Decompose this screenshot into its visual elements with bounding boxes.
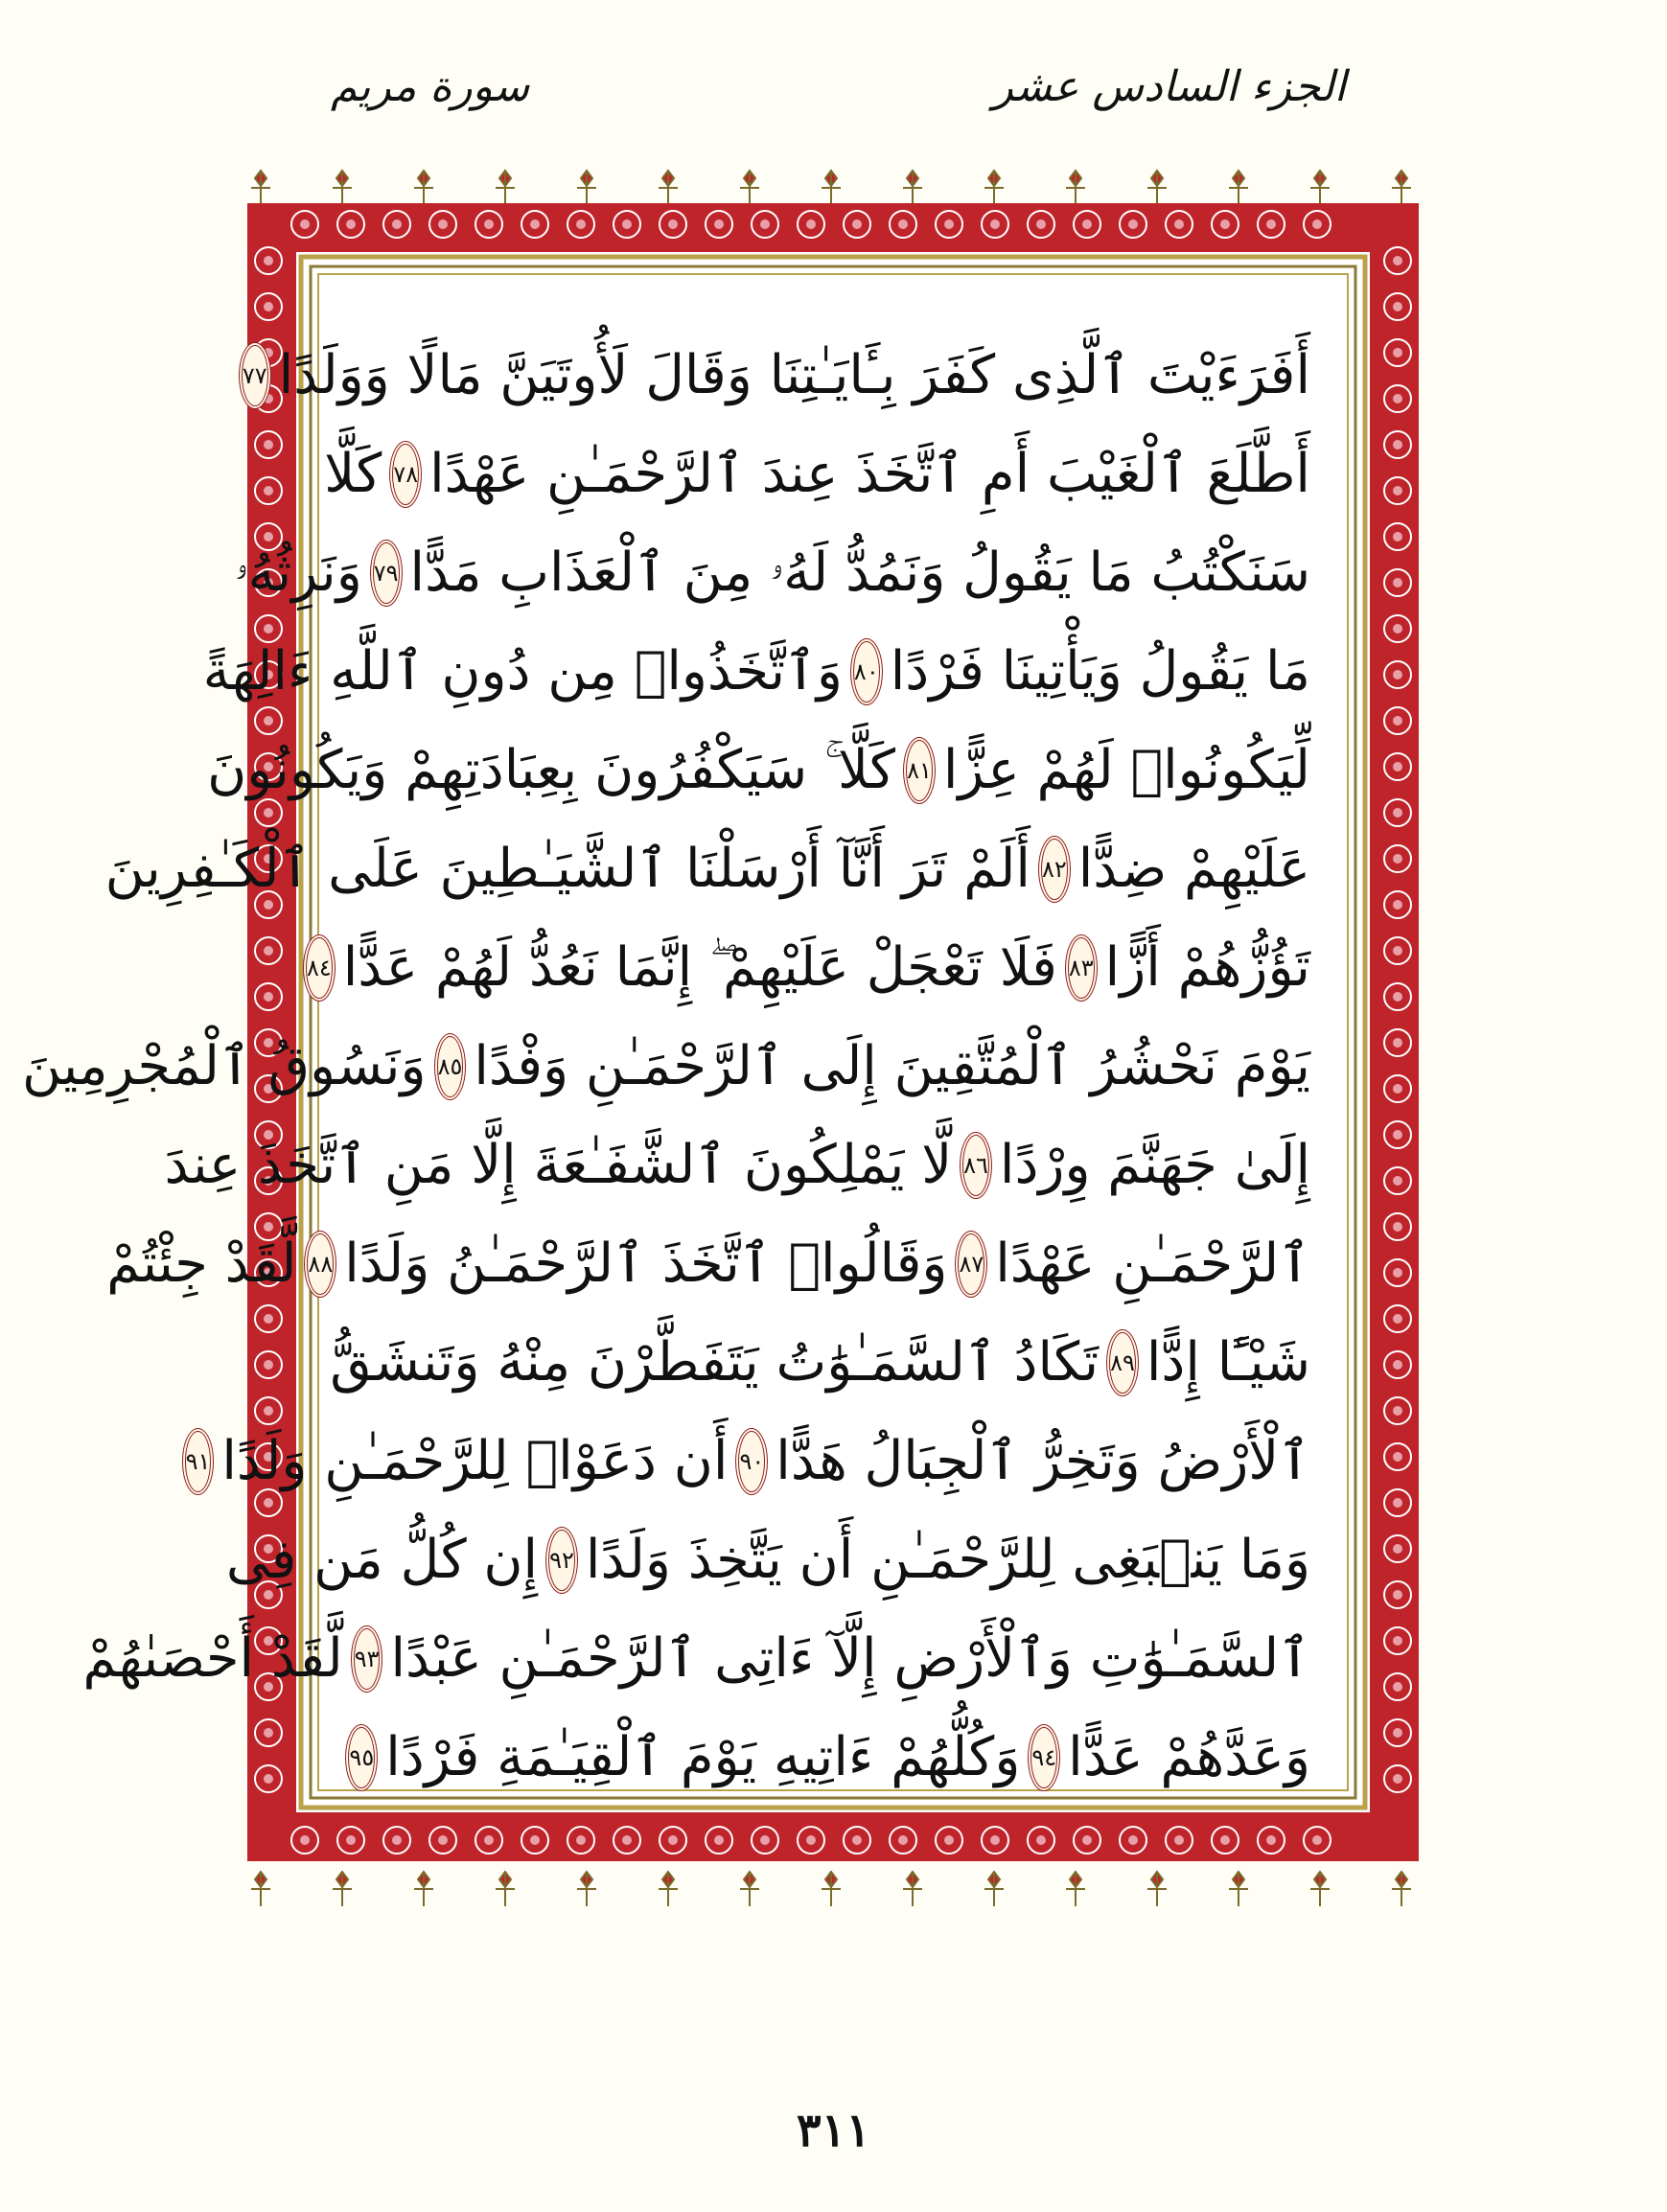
text-line	[104, 819, 1310, 918]
text-line	[234, 523, 1310, 622]
ayah-number-marker: ٩٣	[351, 1625, 383, 1693]
ayah-text: وَنَرِثُهُۥ	[234, 541, 362, 604]
ayah-number-marker: ٨٨	[304, 1231, 336, 1298]
page-header	[0, 53, 1667, 139]
ayah-text: لِّيَكُونُوا۟ لَهُمْ عِزًّا	[942, 739, 1310, 801]
text-line	[306, 918, 1310, 1017]
ayah-text: سَنَكْتُبُ مَا يَقُولُ وَنَمُدُّ لَهُۥ مِنَ ٱلْعَذَابِ مَدًّا	[409, 541, 1310, 604]
ayah-text: كَلَّا ۚ سَيَكْفُرُونَ بِعِبَادَتِهِمْ وَيَكُونُونَ	[207, 738, 896, 801]
text-line	[330, 1313, 1310, 1412]
ayah-text: وَمَا يَنۢبَغِى لِلرَّحْمَـٰنِ أَن يَتَّخِذَ وَلَدًا	[585, 1529, 1310, 1591]
ayah-text: ٱلرَّحْمَـٰنِ عَهْدًا	[995, 1233, 1310, 1295]
ayah-text: مَا يَقُولُ وَيَأْتِينَا فَرْدًا	[890, 640, 1310, 703]
ayah-text: وَنَسُوقُ ٱلْمُجْرِمِينَ	[21, 1035, 427, 1097]
ayah-number-marker: ٩٠	[735, 1428, 768, 1495]
ayah-text: تَكَادُ ٱلسَّمَـٰوَٰتُ يَتَفَطَّرْنَ مِنْهُ وَتَنشَقُّ	[330, 1331, 1100, 1394]
ayah-number-marker: ٨٥	[434, 1033, 467, 1100]
ayah-number-marker: ٨٣	[1065, 934, 1098, 1002]
ayah-number-marker: ٩٤	[1028, 1724, 1060, 1791]
ayah-text: ٱلسَّمَـٰوَٰتِ وَٱلْأَرْضِ إِلَّآ ءَاتِى ٱلرَّحْمَـٰنِ عَبْدًا	[390, 1627, 1310, 1690]
surah-title: سورة مريم	[331, 62, 530, 111]
ayah-number-marker: ٩١	[182, 1428, 215, 1495]
ayah-text: إِلَىٰ جَهَنَّمَ وِرْدًا	[999, 1134, 1310, 1196]
ayah-text: لَّقَدْ أَحْصَىٰهُمْ	[82, 1627, 343, 1690]
ayah-number-marker: ٨٩	[1106, 1329, 1139, 1396]
ayah-number-marker: ٧٩	[370, 540, 403, 607]
ayah-text: كَلَّا	[324, 443, 382, 505]
quran-text-block	[21, 326, 1310, 1807]
ayah-number-marker: ٨٢	[1038, 836, 1071, 903]
page-number: ٣١١	[796, 2104, 871, 2157]
ayah-number-marker: ٧٨	[389, 441, 422, 508]
ayah-text: أَلَمْ تَرَ أَنَّآ أَرْسَلْنَا ٱلشَّيَـٰطِينَ عَلَى ٱلْكَـٰفِرِينَ	[104, 838, 1030, 900]
ayah-text: إِن كُلُّ مَن فِى	[225, 1529, 539, 1591]
ayah-text: وَعَدَّهُمْ عَدًّا	[1068, 1726, 1310, 1788]
text-line	[225, 1510, 1310, 1609]
ayah-text: أَطَّلَعَ ٱلْغَيْبَ أَمِ ٱتَّخَذَ عِندَ ٱلرَّحْمَـٰنِ عَهْدًا	[429, 443, 1310, 505]
text-line	[242, 326, 1310, 425]
text-line	[164, 1116, 1310, 1214]
text-line	[349, 1708, 1310, 1807]
ayah-text: فَلَا تَعْجَلْ عَلَيْهِمْ ۖ إِنَّمَا نَعُدُّ لَهُمْ عَدًّا	[342, 935, 1057, 999]
juz-title: الجزء السادس عشر	[992, 62, 1346, 111]
text-line	[106, 1214, 1310, 1313]
text-line	[21, 1017, 1310, 1116]
top-finials	[242, 163, 1425, 209]
text-line	[82, 1609, 1310, 1708]
ayah-number-marker: ٩٥	[345, 1724, 378, 1791]
ayah-number-marker: ٧٧	[239, 342, 271, 409]
ayah-text: وَكُلُّهُمْ ءَاتِيهِ يَوْمَ ٱلْقِيَـٰمَةِ فَرْدًا	[385, 1726, 1021, 1788]
text-line	[202, 622, 1310, 721]
ayah-text: شَيْـًٔا إِدًّا	[1146, 1331, 1310, 1394]
ayah-text: وَقَالُوا۟ ٱتَّخَذَ ٱلرَّحْمَـٰنُ وَلَدًا	[344, 1233, 948, 1295]
ayah-text: لَّقَدْ جِئْتُمْ	[106, 1233, 297, 1295]
ayah-number-marker: ٨٤	[303, 934, 336, 1002]
ayah-text: أَن دَعَوْا۟ لِلرَّحْمَـٰنِ وَلَدًا	[221, 1430, 729, 1492]
ayah-text: تَؤُزُّهُمْ أَزًّا	[1104, 936, 1310, 999]
ayah-number-marker: ٨٠	[850, 638, 883, 705]
bottom-finials	[242, 1864, 1425, 1910]
text-line	[185, 1412, 1310, 1510]
ayah-number-marker: ٨٧	[955, 1231, 987, 1298]
ayah-number-marker: ٩٢	[545, 1527, 578, 1594]
ayah-text: أَفَرَءَيْتَ ٱلَّذِى كَفَرَ بِـَٔايَـٰتِنَا وَقَالَ لَأُوتَيَنَّ مَالًا وَوَلَدًا	[278, 344, 1310, 406]
ayah-text: ٱلْأَرْضُ وَتَخِرُّ ٱلْجِبَالُ هَدًّا	[776, 1430, 1310, 1492]
ayah-text: عَلَيْهِمْ ضِدًّا	[1077, 838, 1310, 900]
text-line	[324, 425, 1310, 523]
ayah-text: وَٱتَّخَذُوا۟ مِن دُونِ ٱللَّهِ ءَالِهَةً	[202, 640, 843, 703]
ayah-number-marker: ٨٦	[960, 1132, 992, 1199]
text-line	[207, 721, 1310, 819]
ayah-number-marker: ٨١	[903, 737, 936, 804]
ayah-text: لَّا يَمْلِكُونَ ٱلشَّفَـٰعَةَ إِلَّا مَنِ ٱتَّخَذَ عِندَ	[164, 1134, 953, 1196]
ayah-text: يَوْمَ نَحْشُرُ ٱلْمُتَّقِينَ إِلَى ٱلرَّحْمَـٰنِ وَفْدًا	[474, 1035, 1310, 1097]
